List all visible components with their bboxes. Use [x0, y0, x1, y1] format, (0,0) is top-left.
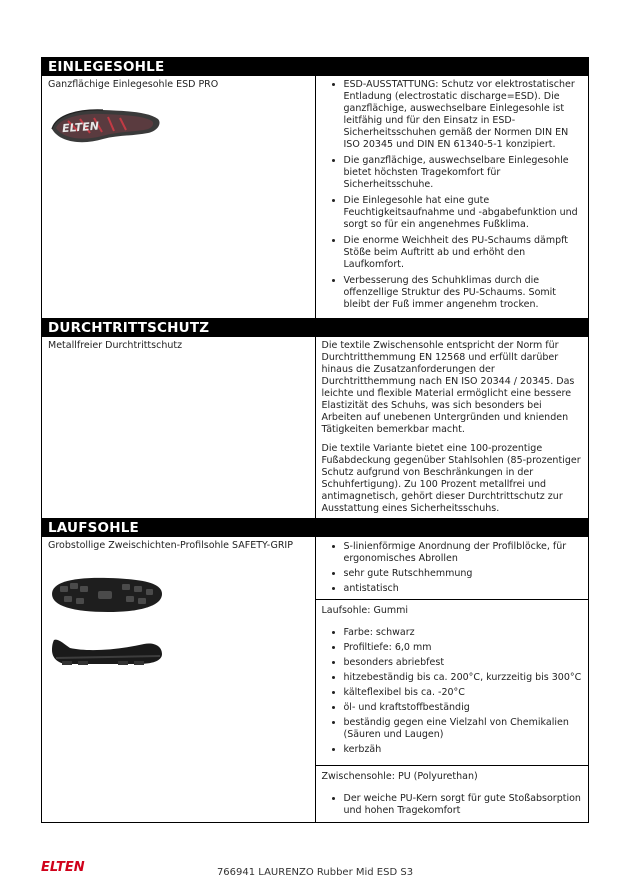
list-item: • besonders abriebfest: [344, 657, 583, 669]
outsole-side-image: [48, 634, 309, 672]
list-item: • sehr gute Rutschhemmung: [344, 568, 583, 580]
outsole-bottom-image: [48, 574, 309, 620]
outsole-label-cell: [42, 537, 316, 823]
datasheet: [41, 57, 589, 823]
list-item: • Farbe: schwarz: [344, 627, 583, 639]
penetration-label-cell: [42, 337, 316, 519]
list-item: • Verbesserung des Schuhklimas durch die offenzellige Struktur des PU-Schaums. Somit bleibt der Fuß immer angenehm trocken.: [344, 275, 583, 311]
paragraph: Die textile Zwischensohle entspricht der Norm für Durchtritthemmung EN 12568 und erfüllt darüber hinaus die Zusatzanforderungen der Durchtritthemmung nach EN ISO 20344 / 20345. Das leichte und flexible Material ermöglicht eine bessere Elastizität des Schuhs, was sich besonders bei Arbeiten auf unebenen Untergründen und knienden Tätigkeiten bemerkbar macht.: [321, 340, 575, 435]
insole-bullets-cell: [315, 76, 589, 319]
penetration-label: Metallfreier Durchtrittschutz: [48, 340, 183, 351]
section-title: EINLEGESOHLE: [42, 58, 589, 76]
insole-label-cell: [42, 76, 316, 319]
section-header-insole: [42, 58, 589, 76]
section-header-outsole: [42, 519, 589, 537]
midsole-cell: [315, 766, 589, 823]
section-title: LAUFSOHLE: [42, 519, 589, 537]
list-item: • Profiltiefe: 6,0 mm: [344, 642, 583, 654]
list-item: • antistatisch: [344, 583, 583, 595]
penetration-row: [42, 337, 589, 519]
list-item: • Die enorme Weichheit des PU-Schaums dämpft Stöße beim Auftritt ab und erhöht den Laufkomfort.: [344, 235, 583, 271]
insole-image: [48, 101, 309, 151]
list-item: • hitzebeständig bis ca. 200°C, kurzzeitig bis 300°C: [344, 672, 583, 684]
outsole-material-list: [322, 627, 583, 756]
list-item: • ESD-AUSSTATTUNG: Schutz vor elektrostatischer Entladung (electrostatic discharge=ESD). Die ganzflächige, auswechselbare Einlegesohle ist leitfähig und für den Einsatz in ESD-Sicherheitsschuhen gemäß der Normen DIN EN ISO 20345 und DIN EN 61340-5-1 konzipiert.: [344, 79, 583, 151]
section-title: DURCHTRITTSCHUTZ: [42, 319, 589, 337]
list-item: • Die Einlegesohle hat eine gute Feuchtigkeitsaufnahme und -abgabefunktion und sorgt so für ein angenehmes Fußklima.: [344, 195, 583, 231]
svg-text:ELTEN: ELTEN: [61, 119, 100, 136]
outsole-bullets-cell: [315, 537, 589, 600]
list-item: • Der weiche PU-Kern sorgt für gute Stoßabsorption und hohen Tragekomfort: [344, 793, 583, 817]
list-item: • S-linienförmige Anordnung der Profilblöcke, für ergonomisches Abrollen: [344, 541, 583, 565]
insole-label: Ganzflächige Einlegesohle ESD PRO: [48, 79, 219, 90]
outsole-row: [42, 537, 589, 600]
outsole-material-heading: Laufsohle: Gummi: [321, 605, 408, 616]
list-item: • beständig gegen eine Vielzahl von Chemikalien (Säuren und Laugen): [344, 717, 583, 741]
paragraph: Die textile Variante bietet eine 100-prozentige Fußabdeckung gegenüber Stahlsohlen (85-prozentiger Schutz aufgrund von Beschränkungen in der Schuhfertigung). Zu 100 Prozent metallfrei und antimagnetisch, gehört dieser Durchtrittschutz zur Ausstattung eines Sicherheitsschuhs.: [321, 443, 581, 514]
footer-product: 766941 LAURENZO Rubber Mid ESD S3: [216, 867, 414, 878]
insole-bullet-list: [322, 79, 583, 311]
insole-row: [42, 76, 589, 319]
list-item: • kerbzäh: [344, 744, 583, 756]
midsole-heading: Zwischensohle: PU (Polyurethan): [321, 771, 478, 782]
list-item: • kälteflexibel bis ca. -20°C: [344, 687, 583, 699]
penetration-text-cell: [315, 337, 589, 519]
spec-table: [41, 57, 589, 823]
outsole-bullet-list: [322, 541, 583, 595]
midsole-list: [322, 793, 583, 817]
brand-logo-text: ELTEN: [41, 860, 85, 874]
outsole-material-cell: [315, 600, 589, 766]
list-item: • öl- und kraftstoffbeständig: [344, 702, 583, 714]
list-item: • Die ganzflächige, auswechselbare Einlegesohle bietet höchsten Tragekomfort für Sicherheitsschuhe.: [344, 155, 583, 191]
outsole-label: Grobstollige Zweischichten-Profilsohle SAFETY-GRIP: [48, 540, 293, 551]
section-header-penetration: [42, 319, 589, 337]
